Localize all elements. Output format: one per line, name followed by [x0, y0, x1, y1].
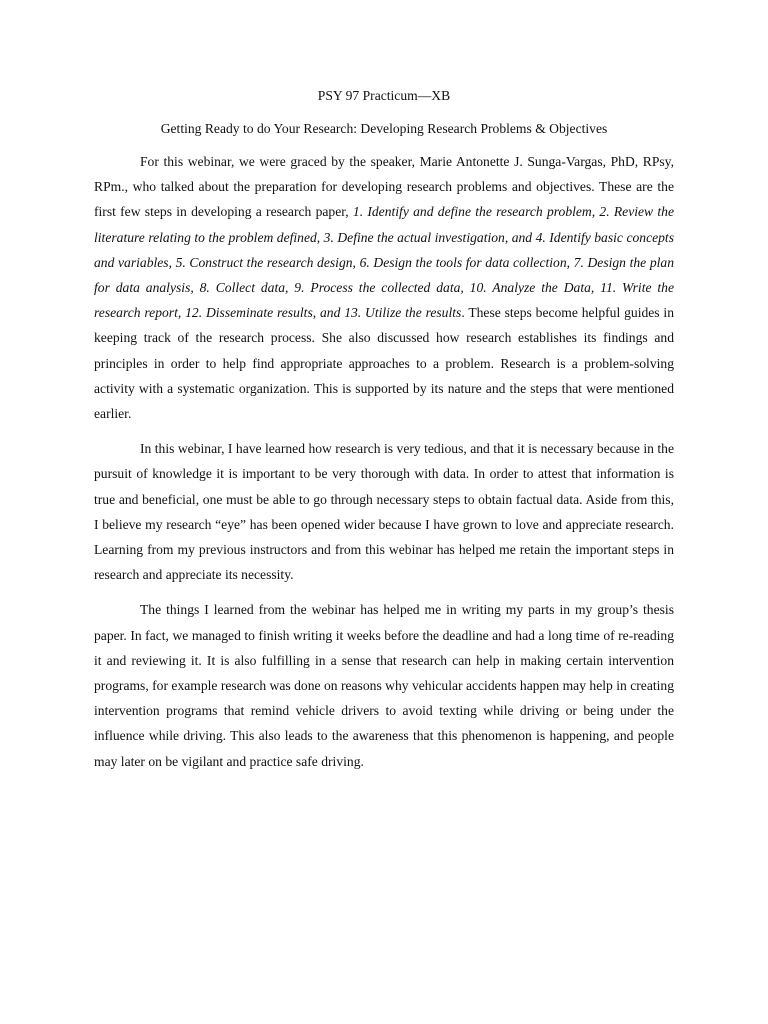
paragraph-intro-text: For this webinar, we were graced by the speaker, Marie Antonette J. Sunga-Vargas, PhD, RPsy, RPm., who talked about the preparation for developing research problems and objectives. These are the first few steps in developing a research paper,: [94, 154, 674, 220]
paragraph-webinar-summary: [94, 149, 674, 426]
paragraph-application: The things I learned from the webinar has helped me in writing my parts in my group’s thesis paper. In fact, we managed to finish writing it weeks before the deadline and had a long time of re-reading it and reviewing it. It is also fulfilling in a sense that research can help in making certain intervention programs, for example research was done on reasons why vehicular accidents happen may help in creating intervention programs that remind vehicle drivers to avoid texting while driving or being under the influence while driving. This also leads to the awareness that this phenomenon is happening, and people may later on be vigilant and practice safe driving.: [94, 602, 674, 769]
document-subtitle: Getting Ready to do Your Research: Developing Research Problems & Objectives: [160, 121, 608, 136]
paragraph-rest-text: . These steps become helpful guides in keeping track of the research process. She also discussed how research establishes its findings and principles in order to help find appropriate approaches to a problem. Research is a problem-solving activity with a systematic organization. This is supported by its nature and the steps that were mentioned earlier.: [94, 305, 674, 422]
document-page: [94, 86, 674, 774]
paragraph-learnings: In this webinar, I have learned how research is very tedious, and that it is necessary because in the pursuit of knowledge it is important to be very thorough with data. In order to attest that information is true and beneficial, one must be able to go through necessary steps to obtain factual data. Aside from this, I believe my research “eye” has been opened wider because I have grown to love and appreciate research. Learning from my previous instructors and from this webinar has helped me retain the important steps in research and appreciate its necessity.: [94, 441, 674, 583]
research-steps-list: 1. Identify and define the research problem, 2. Review the literature relating to the problem defined, 3. Define the actual investigation, and 4. Identify basic concepts and variables, 5. Construct the research design, 6. Design the tools for data collection, 7. Design the plan for data analysis, 8. Collect data, 9. Process the collected data, 10. Analyze the Data, 11. Write the research report, 12. Disseminate results, and 13. Utilize the results: [94, 204, 674, 321]
document-title: PSY 97 Practicum—XB: [317, 88, 451, 103]
